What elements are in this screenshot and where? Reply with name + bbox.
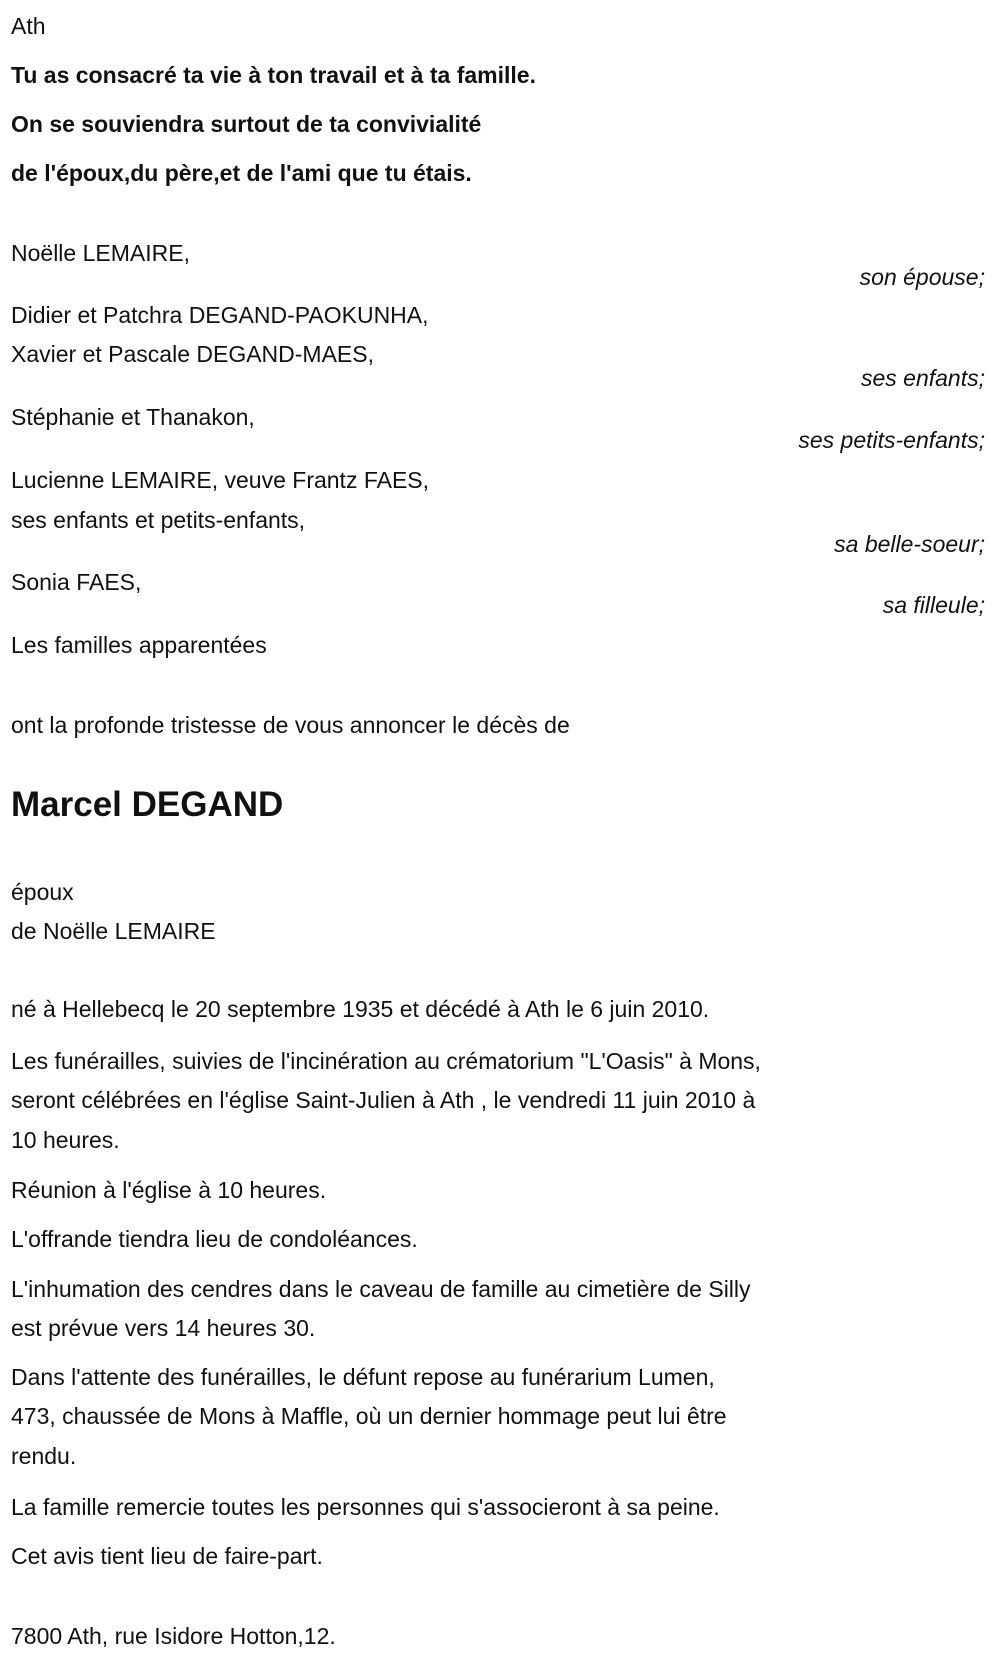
thanks: La famille remercie toutes les personnes qui s'associeront à sa peine. xyxy=(11,1494,720,1520)
funeral-info: Les funérailles, suivies de l'incinération au crématorium "L'Oasis" à Mons, xyxy=(11,1048,761,1074)
family-name: Sonia FAES, xyxy=(11,569,142,595)
family-name: Les familles apparentées xyxy=(11,632,267,658)
birth-death: né à Hellebecq le 20 septembre 1935 et décédé à Ath le 6 juin 2010. xyxy=(11,996,710,1022)
meeting-info: Réunion à l'église à 10 heures. xyxy=(11,1177,327,1203)
notice-note: Cet avis tient lieu de faire-part. xyxy=(11,1543,323,1569)
family-relation: son épouse; xyxy=(859,264,985,290)
spouse-line: de Noëlle LEMAIRE xyxy=(11,918,216,944)
city: Ath xyxy=(11,13,46,39)
funeral-info: seront célébrées en l'église Saint-Julien à Ath , le vendredi 11 juin 2010 à xyxy=(11,1087,756,1113)
family-name: Noëlle LEMAIRE, xyxy=(11,240,190,266)
deceased-name: Marcel DEGAND xyxy=(11,785,284,824)
family-relation: sa belle-soeur; xyxy=(834,531,985,557)
family-name: ses enfants et petits-enfants, xyxy=(11,507,306,533)
family-name: Didier et Patchra DEGAND-PAOKUNHA, xyxy=(11,302,429,328)
burial-info: L'inhumation des cendres dans le caveau de famille au cimetière de Silly xyxy=(11,1276,751,1302)
offering-info: L'offrande tiendra lieu de condoléances. xyxy=(11,1226,418,1252)
family-name: Lucienne LEMAIRE, veuve Frantz FAES, xyxy=(11,467,430,493)
family-relation: ses petits-enfants; xyxy=(798,427,985,453)
burial-info: est prévue vers 14 heures 30. xyxy=(11,1315,316,1341)
viewing-info: rendu. xyxy=(11,1443,77,1469)
family-name: Xavier et Pascale DEGAND-MAES, xyxy=(11,341,375,367)
family-relation: ses enfants; xyxy=(860,365,985,391)
announcement: ont la profonde tristesse de vous annoncer le décès de xyxy=(11,712,570,738)
epitaph-line: Tu as consacré ta vie à ton travail et à ta famille. xyxy=(11,62,536,88)
viewing-info: Dans l'attente des funérailles, le défunt repose au funérarium Lumen, xyxy=(11,1364,715,1390)
spouse-line: époux xyxy=(11,879,74,905)
family-relation: sa filleule; xyxy=(882,592,985,618)
viewing-info: 473, chaussée de Mons à Maffle, où un dernier hommage peut lui être xyxy=(11,1403,727,1429)
family-name: Stéphanie et Thanakon, xyxy=(11,404,255,430)
epitaph-line: de l'époux,du père,et de l'ami que tu étais. xyxy=(11,160,472,186)
epitaph-line: On se souviendra surtout de ta convivialité xyxy=(11,111,482,137)
funeral-info: 10 heures. xyxy=(11,1127,120,1153)
address: 7800 Ath, rue Isidore Hotton,12. xyxy=(11,1623,336,1649)
